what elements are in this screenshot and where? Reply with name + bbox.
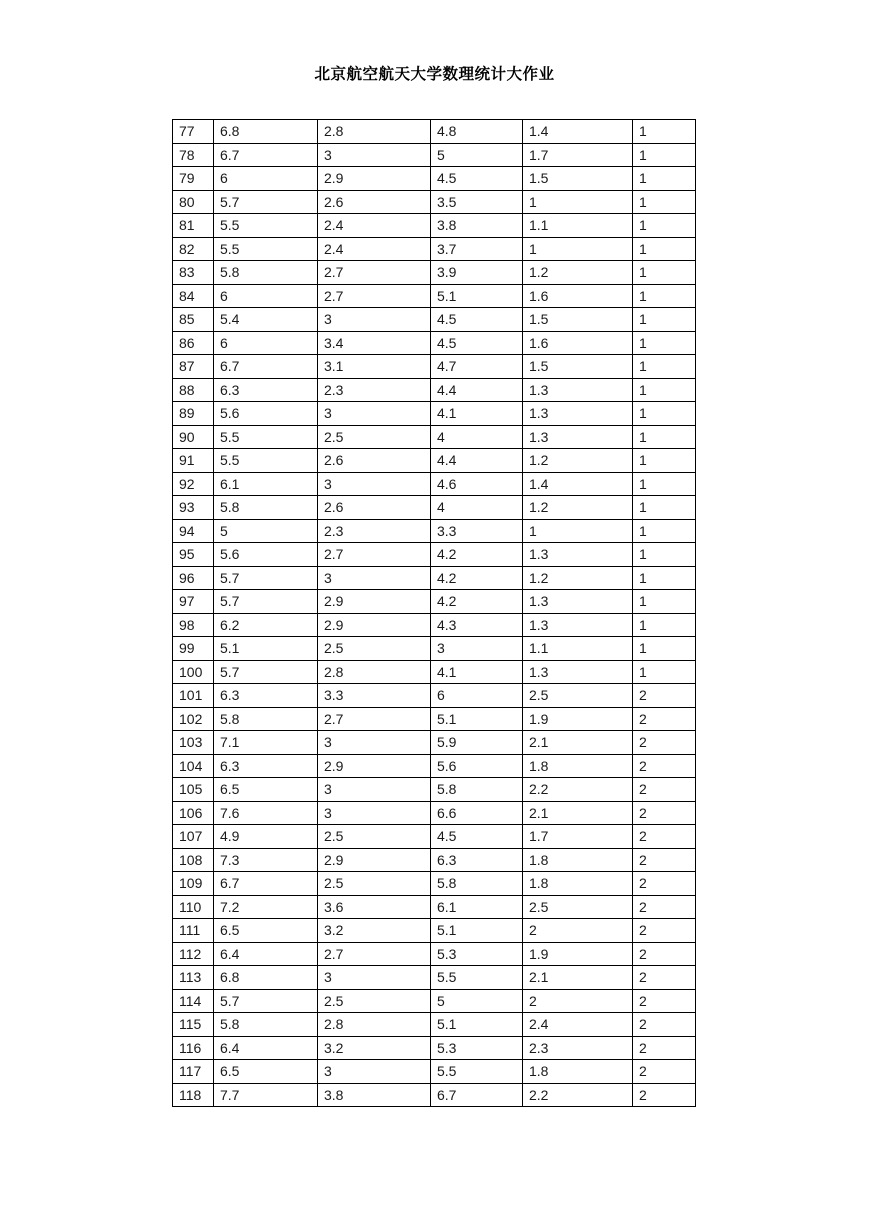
table-cell-group: 1	[633, 637, 696, 661]
table-cell-col-3: 5.1	[431, 919, 523, 943]
table-cell-index: 117	[173, 1060, 214, 1084]
table-cell-col-4: 1.2	[523, 449, 633, 473]
table-row	[173, 472, 696, 496]
table-cell-col-1: 6.3	[214, 378, 318, 402]
table-cell-group: 1	[633, 425, 696, 449]
table-cell-group: 1	[633, 190, 696, 214]
table-cell-col-1: 7.2	[214, 895, 318, 919]
table-cell-index: 82	[173, 237, 214, 261]
table-cell-col-2: 3.8	[318, 1083, 431, 1107]
table-cell-group: 1	[633, 472, 696, 496]
table-cell-col-1: 5.7	[214, 566, 318, 590]
table-cell-col-2: 3	[318, 731, 431, 755]
table-cell-col-3: 5.5	[431, 1060, 523, 1084]
table-cell-col-2: 2.5	[318, 872, 431, 896]
table-cell-group: 2	[633, 801, 696, 825]
table-cell-index: 97	[173, 590, 214, 614]
table-cell-col-4: 1.5	[523, 167, 633, 191]
table-cell-col-3: 4.6	[431, 472, 523, 496]
table-cell-col-1: 5.8	[214, 261, 318, 285]
table-cell-col-4: 2.5	[523, 895, 633, 919]
table-cell-index: 111	[173, 919, 214, 943]
table-row	[173, 331, 696, 355]
table-cell-col-2: 3	[318, 801, 431, 825]
table-cell-col-1: 5.7	[214, 590, 318, 614]
table-cell-col-1: 5.5	[214, 449, 318, 473]
table-cell-index: 87	[173, 355, 214, 379]
table-cell-col-2: 2.9	[318, 754, 431, 778]
table-cell-col-1: 5.7	[214, 660, 318, 684]
table-cell-index: 80	[173, 190, 214, 214]
table-cell-col-3: 5	[431, 143, 523, 167]
table-cell-col-3: 6.3	[431, 848, 523, 872]
table-cell-col-4: 1.3	[523, 660, 633, 684]
table-cell-col-1: 4.9	[214, 825, 318, 849]
table-cell-group: 1	[633, 543, 696, 567]
table-cell-col-2: 2.6	[318, 449, 431, 473]
table-cell-col-2: 2.6	[318, 190, 431, 214]
table-cell-col-2: 2.3	[318, 519, 431, 543]
table-row	[173, 425, 696, 449]
table-cell-col-2: 3.3	[318, 684, 431, 708]
table-cell-col-4: 1.3	[523, 425, 633, 449]
table-cell-index: 92	[173, 472, 214, 496]
table-cell-col-2: 2.9	[318, 167, 431, 191]
table-cell-col-1: 6.2	[214, 613, 318, 637]
table-cell-col-2: 3	[318, 966, 431, 990]
table-body	[173, 120, 696, 1107]
table-cell-col-4: 1.3	[523, 402, 633, 426]
table-cell-col-4: 2.3	[523, 1036, 633, 1060]
table-cell-col-4: 2.4	[523, 1013, 633, 1037]
table-row	[173, 707, 696, 731]
table-cell-index: 93	[173, 496, 214, 520]
table-cell-col-1: 5.5	[214, 214, 318, 238]
table-cell-col-2: 2.6	[318, 496, 431, 520]
table-cell-group: 2	[633, 895, 696, 919]
table-cell-col-1: 5.8	[214, 496, 318, 520]
table-cell-col-1: 5	[214, 519, 318, 543]
table-cell-col-1: 6.8	[214, 120, 318, 144]
table-cell-col-1: 6	[214, 167, 318, 191]
table-cell-group: 2	[633, 942, 696, 966]
table-cell-col-4: 1.9	[523, 942, 633, 966]
table-cell-col-3: 4.3	[431, 613, 523, 637]
table-cell-col-2: 2.8	[318, 120, 431, 144]
table-cell-col-4: 1	[523, 237, 633, 261]
table-cell-col-3: 5.8	[431, 778, 523, 802]
table-cell-col-4: 1.2	[523, 496, 633, 520]
table-cell-col-4: 2.1	[523, 801, 633, 825]
table-cell-index: 90	[173, 425, 214, 449]
table-cell-col-1: 6.7	[214, 143, 318, 167]
table-cell-col-1: 7.7	[214, 1083, 318, 1107]
table-cell-col-1: 6.1	[214, 472, 318, 496]
table-cell-group: 2	[633, 1083, 696, 1107]
table-cell-col-4: 1.5	[523, 355, 633, 379]
table-cell-group: 2	[633, 919, 696, 943]
table-row	[173, 120, 696, 144]
table-cell-col-2: 3.2	[318, 919, 431, 943]
table-cell-col-1: 6	[214, 331, 318, 355]
table-cell-col-1: 5.1	[214, 637, 318, 661]
table-cell-col-2: 3	[318, 402, 431, 426]
table-cell-col-1: 6.7	[214, 872, 318, 896]
table-cell-group: 1	[633, 590, 696, 614]
table-cell-col-1: 6	[214, 284, 318, 308]
table-cell-col-3: 4.2	[431, 590, 523, 614]
table-cell-group: 2	[633, 754, 696, 778]
table-cell-col-1: 5.4	[214, 308, 318, 332]
table-cell-index: 106	[173, 801, 214, 825]
table-cell-col-3: 4	[431, 496, 523, 520]
table-cell-group: 1	[633, 331, 696, 355]
table-row	[173, 167, 696, 191]
table-cell-index: 83	[173, 261, 214, 285]
table-cell-col-1: 7.1	[214, 731, 318, 755]
table-cell-index: 112	[173, 942, 214, 966]
table-cell-col-2: 2.9	[318, 848, 431, 872]
table-cell-col-1: 5.8	[214, 1013, 318, 1037]
table-cell-index: 116	[173, 1036, 214, 1060]
table-cell-col-3: 4.7	[431, 355, 523, 379]
table-cell-group: 1	[633, 308, 696, 332]
table-cell-col-3: 4.1	[431, 402, 523, 426]
table-cell-col-3: 3.7	[431, 237, 523, 261]
table-cell-group: 2	[633, 731, 696, 755]
table-cell-col-3: 3.5	[431, 190, 523, 214]
table-cell-col-3: 5.3	[431, 1036, 523, 1060]
table-cell-group: 1	[633, 143, 696, 167]
table-cell-col-2: 2.9	[318, 590, 431, 614]
table-cell-index: 107	[173, 825, 214, 849]
table-cell-index: 101	[173, 684, 214, 708]
table-cell-group: 2	[633, 1036, 696, 1060]
table-cell-col-1: 6.5	[214, 919, 318, 943]
table-cell-group: 2	[633, 872, 696, 896]
table-cell-col-4: 1.8	[523, 1060, 633, 1084]
table-row	[173, 496, 696, 520]
table-row	[173, 778, 696, 802]
table-cell-col-2: 2.7	[318, 261, 431, 285]
table-cell-col-4: 1.3	[523, 543, 633, 567]
table-cell-group: 1	[633, 566, 696, 590]
table-cell-col-2: 2.4	[318, 214, 431, 238]
table-cell-col-4: 2.2	[523, 1083, 633, 1107]
table-cell-group: 1	[633, 449, 696, 473]
table-cell-index: 103	[173, 731, 214, 755]
table-cell-col-3: 5.5	[431, 966, 523, 990]
table-cell-col-2: 2.8	[318, 1013, 431, 1037]
table-cell-index: 105	[173, 778, 214, 802]
table-cell-index: 104	[173, 754, 214, 778]
table-cell-col-4: 1.2	[523, 566, 633, 590]
table-cell-index: 89	[173, 402, 214, 426]
table-cell-index: 110	[173, 895, 214, 919]
table-cell-group: 2	[633, 778, 696, 802]
table-cell-col-4: 1.5	[523, 308, 633, 332]
table-cell-index: 115	[173, 1013, 214, 1037]
table-cell-col-3: 5	[431, 989, 523, 1013]
table-cell-col-2: 2.5	[318, 425, 431, 449]
table-cell-group: 1	[633, 284, 696, 308]
table-row	[173, 402, 696, 426]
data-table	[172, 119, 696, 1107]
table-cell-col-1: 6.3	[214, 684, 318, 708]
table-cell-col-2: 3.2	[318, 1036, 431, 1060]
table-cell-col-2: 3.6	[318, 895, 431, 919]
table-cell-col-3: 4.5	[431, 167, 523, 191]
table-cell-group: 2	[633, 989, 696, 1013]
table-row	[173, 378, 696, 402]
table-cell-index: 84	[173, 284, 214, 308]
table-cell-col-4: 2.5	[523, 684, 633, 708]
table-cell-index: 114	[173, 989, 214, 1013]
table-row	[173, 660, 696, 684]
table-cell-group: 2	[633, 707, 696, 731]
table-cell-col-3: 3.8	[431, 214, 523, 238]
table-cell-col-2: 2.8	[318, 660, 431, 684]
table-row	[173, 143, 696, 167]
table-cell-col-1: 5.7	[214, 989, 318, 1013]
table-cell-col-3: 6	[431, 684, 523, 708]
table-cell-col-4: 1.4	[523, 120, 633, 144]
table-cell-col-2: 3	[318, 472, 431, 496]
table-row	[173, 214, 696, 238]
table-cell-col-3: 4.5	[431, 308, 523, 332]
table-cell-col-4: 1.1	[523, 214, 633, 238]
table-cell-col-3: 4	[431, 425, 523, 449]
table-cell-col-4: 1.8	[523, 754, 633, 778]
table-cell-group: 2	[633, 825, 696, 849]
table-cell-index: 98	[173, 613, 214, 637]
table-cell-col-3: 5.1	[431, 1013, 523, 1037]
table-row	[173, 895, 696, 919]
table-row	[173, 848, 696, 872]
table-cell-group: 2	[633, 848, 696, 872]
table-cell-col-3: 4.1	[431, 660, 523, 684]
table-cell-col-2: 3	[318, 1060, 431, 1084]
table-cell-col-2: 2.5	[318, 825, 431, 849]
table-cell-col-2: 3	[318, 566, 431, 590]
table-cell-col-1: 5.7	[214, 190, 318, 214]
table-cell-col-3: 3	[431, 637, 523, 661]
table-cell-group: 1	[633, 214, 696, 238]
table-cell-col-3: 3.3	[431, 519, 523, 543]
table-cell-col-2: 3	[318, 143, 431, 167]
table-row	[173, 590, 696, 614]
table-cell-col-4: 1.6	[523, 331, 633, 355]
table-cell-index: 78	[173, 143, 214, 167]
table-cell-col-3: 3.9	[431, 261, 523, 285]
table-cell-col-4: 2	[523, 919, 633, 943]
table-row	[173, 237, 696, 261]
table-cell-col-4: 1.9	[523, 707, 633, 731]
table-cell-group: 1	[633, 167, 696, 191]
table-cell-col-3: 5.9	[431, 731, 523, 755]
table-cell-col-1: 6.8	[214, 966, 318, 990]
table-cell-col-4: 1.2	[523, 261, 633, 285]
table-cell-col-4: 1.8	[523, 872, 633, 896]
table-cell-col-3: 5.6	[431, 754, 523, 778]
table-cell-index: 113	[173, 966, 214, 990]
table-cell-group: 1	[633, 519, 696, 543]
table-cell-group: 1	[633, 237, 696, 261]
table-cell-col-4: 1.6	[523, 284, 633, 308]
table-cell-col-3: 4.5	[431, 331, 523, 355]
table-cell-index: 79	[173, 167, 214, 191]
table-cell-col-4: 2	[523, 989, 633, 1013]
table-cell-col-4: 2.2	[523, 778, 633, 802]
table-cell-index: 85	[173, 308, 214, 332]
table-cell-col-1: 6.4	[214, 1036, 318, 1060]
table-cell-col-3: 5.1	[431, 284, 523, 308]
table-cell-col-4: 1	[523, 519, 633, 543]
table-cell-col-3: 4.4	[431, 449, 523, 473]
table-cell-col-2: 2.7	[318, 707, 431, 731]
table-cell-col-2: 3.1	[318, 355, 431, 379]
table-cell-col-1: 5.6	[214, 402, 318, 426]
table-cell-col-1: 5.6	[214, 543, 318, 567]
table-cell-col-4: 1.3	[523, 613, 633, 637]
table-cell-col-1: 7.6	[214, 801, 318, 825]
table-cell-col-4: 1.7	[523, 825, 633, 849]
table-cell-col-4: 2.1	[523, 966, 633, 990]
table-row	[173, 1083, 696, 1107]
table-cell-col-2: 2.7	[318, 543, 431, 567]
table-cell-col-2: 2.5	[318, 637, 431, 661]
table-cell-group: 2	[633, 966, 696, 990]
table-row	[173, 543, 696, 567]
table-cell-index: 88	[173, 378, 214, 402]
table-cell-col-3: 5.8	[431, 872, 523, 896]
table-cell-index: 109	[173, 872, 214, 896]
table-cell-index: 86	[173, 331, 214, 355]
table-cell-group: 2	[633, 1013, 696, 1037]
table-cell-col-3: 5.1	[431, 707, 523, 731]
table-row	[173, 355, 696, 379]
table-cell-group: 1	[633, 378, 696, 402]
table-cell-col-2: 2.7	[318, 942, 431, 966]
table-cell-col-1: 6.4	[214, 942, 318, 966]
table-cell-col-2: 2.3	[318, 378, 431, 402]
table-row	[173, 519, 696, 543]
table-cell-col-4: 1.8	[523, 848, 633, 872]
table-row	[173, 637, 696, 661]
table-row	[173, 919, 696, 943]
table-cell-col-2: 3	[318, 778, 431, 802]
table-cell-index: 77	[173, 120, 214, 144]
table-row	[173, 966, 696, 990]
table-row	[173, 1036, 696, 1060]
table-row	[173, 613, 696, 637]
table-row	[173, 190, 696, 214]
table-cell-col-4: 1.3	[523, 590, 633, 614]
table-row	[173, 731, 696, 755]
table-cell-col-3: 6.7	[431, 1083, 523, 1107]
table-cell-col-3: 4.2	[431, 566, 523, 590]
table-cell-col-3: 6.1	[431, 895, 523, 919]
table-row	[173, 684, 696, 708]
table-cell-index: 81	[173, 214, 214, 238]
table-cell-col-1: 6.3	[214, 754, 318, 778]
table-row	[173, 1060, 696, 1084]
table-cell-index: 94	[173, 519, 214, 543]
table-cell-group: 2	[633, 684, 696, 708]
table-cell-col-3: 4.5	[431, 825, 523, 849]
table-row	[173, 1013, 696, 1037]
table-cell-col-2: 2.9	[318, 613, 431, 637]
table-cell-col-4: 2.1	[523, 731, 633, 755]
table-cell-col-4: 1.4	[523, 472, 633, 496]
table-cell-col-4: 1	[523, 190, 633, 214]
table-row	[173, 449, 696, 473]
table-row	[173, 308, 696, 332]
table-cell-index: 99	[173, 637, 214, 661]
table-cell-col-3: 5.3	[431, 942, 523, 966]
table-cell-group: 1	[633, 120, 696, 144]
table-row	[173, 942, 696, 966]
table-cell-col-1: 6.5	[214, 1060, 318, 1084]
table-cell-col-2: 2.5	[318, 989, 431, 1013]
table-cell-group: 1	[633, 355, 696, 379]
table-cell-col-4: 1.3	[523, 378, 633, 402]
page-title: 北京航空航天大学数理统计大作业	[314, 65, 555, 83]
table-cell-col-1: 6.5	[214, 778, 318, 802]
table-row	[173, 872, 696, 896]
table-row	[173, 284, 696, 308]
table-cell-index: 108	[173, 848, 214, 872]
table-cell-col-1: 5.5	[214, 425, 318, 449]
table-cell-col-2: 2.7	[318, 284, 431, 308]
table-cell-col-3: 4.8	[431, 120, 523, 144]
table-cell-col-4: 1.1	[523, 637, 633, 661]
table-cell-group: 1	[633, 660, 696, 684]
table-row	[173, 261, 696, 285]
table-cell-col-1: 6.7	[214, 355, 318, 379]
table-cell-col-1: 5.5	[214, 237, 318, 261]
table-cell-col-4: 1.7	[523, 143, 633, 167]
table-cell-index: 100	[173, 660, 214, 684]
table-cell-col-2: 3	[318, 308, 431, 332]
table-cell-group: 2	[633, 1060, 696, 1084]
table-row	[173, 989, 696, 1013]
table-cell-col-3: 6.6	[431, 801, 523, 825]
table-row	[173, 801, 696, 825]
table-row	[173, 566, 696, 590]
table-cell-group: 1	[633, 496, 696, 520]
table-row	[173, 754, 696, 778]
table-row	[173, 825, 696, 849]
table-cell-col-3: 4.2	[431, 543, 523, 567]
table-cell-col-2: 2.4	[318, 237, 431, 261]
table-cell-group: 1	[633, 402, 696, 426]
table-cell-group: 1	[633, 261, 696, 285]
table-cell-index: 91	[173, 449, 214, 473]
table-cell-index: 96	[173, 566, 214, 590]
table-cell-col-2: 3.4	[318, 331, 431, 355]
table-cell-index: 102	[173, 707, 214, 731]
table-cell-col-1: 7.3	[214, 848, 318, 872]
table-cell-col-3: 4.4	[431, 378, 523, 402]
table-cell-index: 95	[173, 543, 214, 567]
table-cell-col-1: 5.8	[214, 707, 318, 731]
table-cell-index: 118	[173, 1083, 214, 1107]
table-cell-group: 1	[633, 613, 696, 637]
